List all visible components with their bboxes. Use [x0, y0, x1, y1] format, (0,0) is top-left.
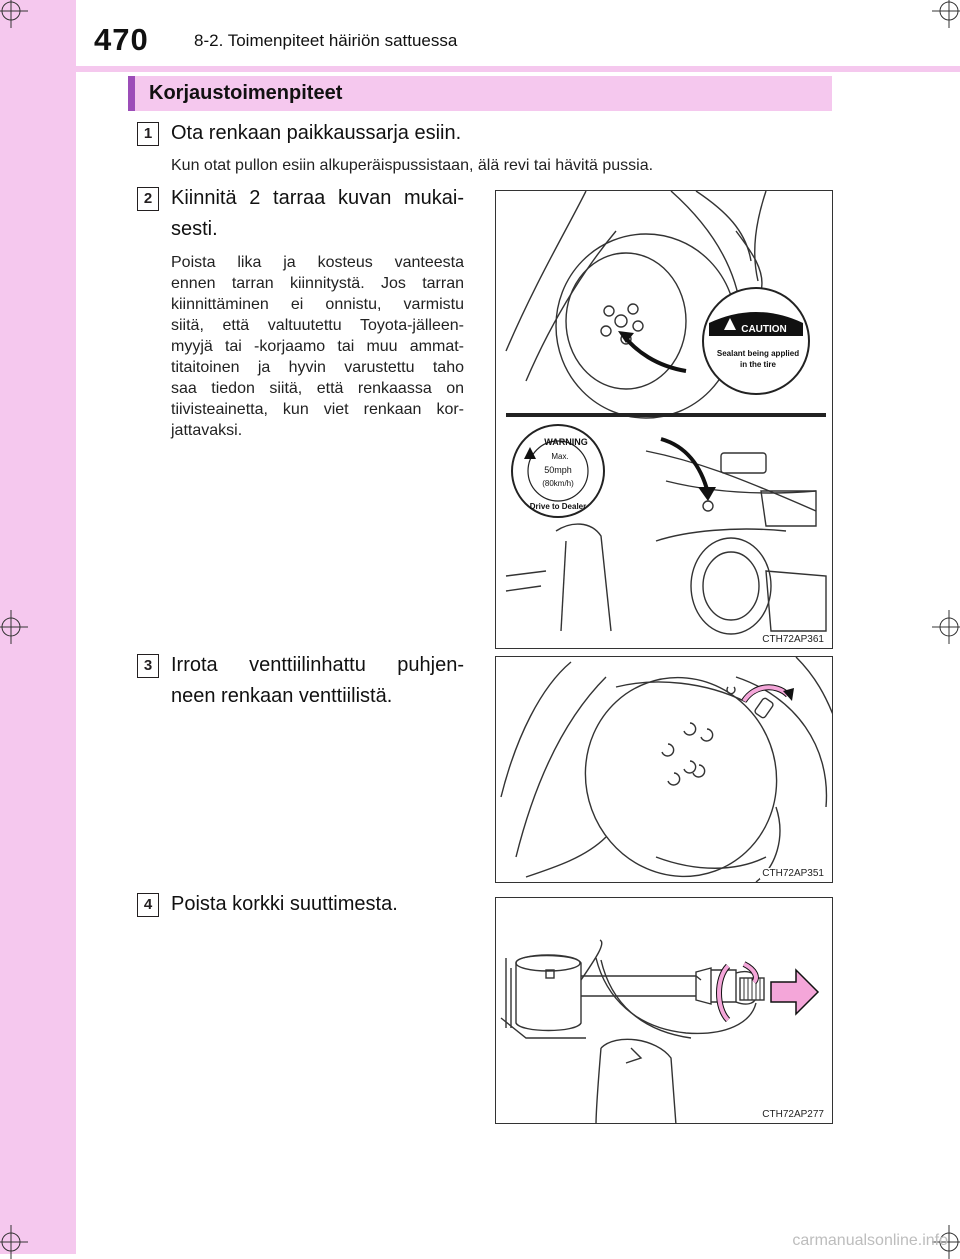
figure-code: CTH72AP361: [762, 634, 824, 645]
figure-nozzle-cap: [495, 897, 833, 1124]
warning-footer: Drive to Dealer: [529, 502, 587, 511]
step-4-badge: 4: [137, 893, 159, 917]
sticker-illustration: [496, 191, 833, 649]
section-header: [128, 76, 832, 111]
step-3-text-line: Irrota venttiilinhattu puhjen-: [171, 654, 464, 676]
step-3-badge: 3: [137, 654, 159, 678]
crop-mark-icon: [932, 0, 960, 28]
step-4-text: Poista korkki suuttimesta.: [171, 893, 398, 915]
crop-mark-icon: [0, 0, 28, 28]
caution-label: CAUTION: [741, 324, 787, 335]
step-1-note: Kun otat pullon esiin alkuperäispussistaan, älä revi tai hävitä pussia.: [171, 157, 654, 174]
note-line: siitä, että valtuutettu Toyota-jälleen-: [171, 317, 464, 334]
chapter-title: 8-2. Toimenpiteet häiriön sattuessa: [194, 31, 458, 50]
note-line: saa tiedon siitä, että renkaassa on: [171, 380, 464, 397]
note-line: jattavaksi.: [171, 422, 243, 439]
step-2-badge: 2: [137, 187, 159, 211]
crop-mark-icon: [932, 610, 960, 644]
caution-line-1: Sealant being applied: [716, 349, 800, 358]
note-line: titaitoinen ja hyvin varustettu taho: [171, 359, 464, 376]
warning-label: WARNING: [544, 437, 588, 447]
note-line: Poista lika ja kosteus vanteesta: [171, 254, 464, 271]
figure-code: CTH72AP277: [762, 1109, 824, 1120]
step-3-text-line: neen renkaan venttiilistä.: [171, 685, 393, 707]
step-3-text: [171, 650, 464, 712]
note-line: myyjä tai -korjaamo tai muu ammat-: [171, 338, 464, 355]
step-2-text-line: sesti.: [171, 218, 218, 240]
caution-line-2: in the tire: [739, 360, 777, 369]
note-line: ennen tarran kiinnitystä. Jos tarran: [171, 275, 464, 292]
warning-speed: 50mph: [544, 465, 572, 475]
page-number: 470: [94, 22, 149, 57]
step-2-text: [171, 183, 464, 245]
step-1-text: Ota renkaan paikkaussarja esiin.: [171, 122, 462, 144]
note-line: kiinnittäminen ei onnistu, varmistu: [171, 296, 464, 313]
note-line: tiivisteainetta, kun viet renkaan kor-: [171, 401, 464, 418]
watermark: carmanualsonline.info: [792, 1232, 948, 1249]
valve-illustration: [496, 657, 833, 883]
crop-mark-icon: [0, 610, 28, 644]
figure-valve-cap: [495, 656, 833, 883]
section-title: Korjaustoimenpiteet: [149, 82, 343, 104]
warning-max: Max.: [551, 452, 569, 461]
warning-kmh: (80km/h): [542, 479, 574, 488]
nozzle-illustration: [496, 898, 833, 1124]
step-2-note: [171, 252, 464, 441]
step-1-badge: 1: [137, 122, 159, 146]
figure-sticker-placement: [495, 190, 833, 649]
figure-code: CTH72AP351: [762, 868, 824, 879]
header-rule: [0, 66, 960, 72]
step-2-text-line: Kiinnitä 2 tarraa kuvan mukai-: [171, 187, 464, 209]
